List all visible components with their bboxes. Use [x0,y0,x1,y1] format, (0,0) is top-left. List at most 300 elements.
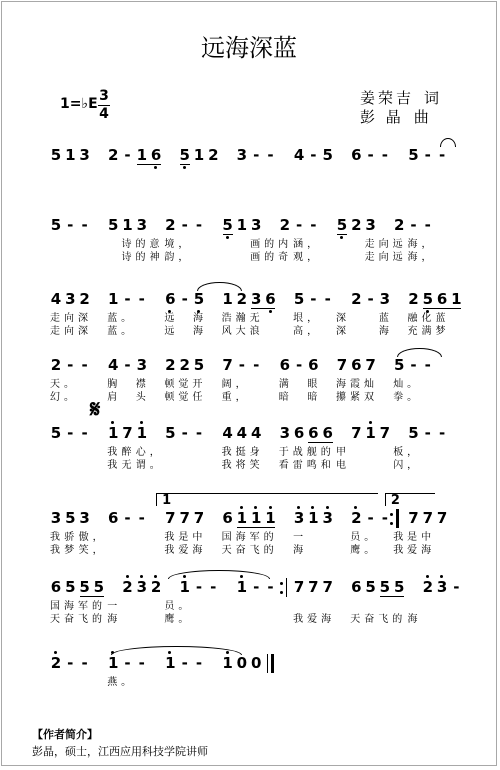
note: 5 [193,356,205,374]
lyric-line [2,544,496,558]
lyric-word: 蓝。 [107,326,136,337]
lyric-word: 海， [407,239,436,250]
note: 5 [422,290,434,308]
dash: - [310,216,317,234]
lyric-word: 观， [293,252,322,263]
notation-line [2,576,496,598]
note: 5 [322,146,333,164]
dash: - [81,654,88,672]
dash: - [181,290,188,308]
lyric-word: 海 [193,313,207,324]
lyric-word: 胸 [107,379,122,390]
note: 6 [322,424,333,442]
note: 5 [179,146,190,164]
time-denominator: 4 [99,106,109,122]
dash: - [381,509,388,527]
note: 5 [107,216,119,234]
dash: - [438,146,446,164]
note: 1 [365,424,376,442]
note: 3 [250,216,262,234]
note: 3 [279,424,291,442]
note: 1 [236,216,248,234]
note: 6 [293,424,305,442]
lyric-word: 境， [164,239,193,250]
lyric-word: 海 [293,545,308,556]
score-system [2,214,496,284]
dash: - [124,356,131,374]
dash: - [267,578,274,596]
lyric-word: 电 [336,460,350,471]
note: 5 [365,578,376,596]
lyric-word: 我 [107,460,122,471]
note: 2 [279,216,291,234]
lyric-line [2,446,496,460]
note: 4 [222,424,233,442]
lyric-word: 浩瀚无 [221,313,264,324]
note: 5 [379,578,391,596]
lyric-word: 满 [278,379,293,390]
note: 7 [336,356,348,374]
author-bio-text: 彭晶，硕士，江西应用科技学院讲师 [32,745,208,758]
note: 5 [93,578,105,596]
lyric-word: 天奋飞的 [350,614,407,625]
dash: - [424,216,431,234]
note: 2 [351,216,362,234]
rhythm-underline [251,308,275,309]
tie-slur [111,646,242,655]
note: 5 [50,216,62,234]
repeat-bar-line [286,578,287,597]
dash: - [453,578,460,596]
dash: - [424,146,431,164]
lyric-word: 顿觉任 [164,392,207,403]
rhythm-underline [223,234,233,235]
dash: - [253,578,260,596]
note: 7 [322,578,333,596]
lyric-word: 我 [107,447,122,458]
note: 1 [265,509,276,527]
lyric-line [2,325,496,339]
note: 5 [50,424,62,442]
segno-sign: 𝄋 [90,395,101,423]
note: 7 [436,509,448,527]
lyric-line [2,251,496,265]
note: 5 [336,216,348,234]
volta-bracket [385,493,435,506]
note: 1 [236,578,248,596]
key-signature: 1=♭E [60,96,98,112]
dash: - [195,424,203,442]
note: 3 [136,216,148,234]
lyric-word: 高， [293,326,322,337]
note: 1 [136,424,148,442]
note: 7 [193,509,205,527]
dash: - [195,654,203,672]
lyric-word: 天。 [50,379,78,390]
note: 2 [422,578,434,596]
lyric-word: 阔， [221,379,250,390]
note: 3 [65,290,76,308]
dash: - [67,216,74,234]
dash: - [81,356,88,374]
note: 1 [193,146,205,164]
note: 1 [250,509,262,527]
lyric-word: 深 [336,313,350,324]
lyric-word: 员。 [164,601,193,612]
lyric-word: 融化蓝 [407,313,450,324]
lyric-word: 一 [293,532,308,543]
note: 3 [322,509,333,527]
lyric-line [2,391,496,405]
lyric-word: 顿觉开 [164,379,207,390]
lyric-word: 傲， [78,532,107,543]
rhythm-underline [423,308,462,309]
rhythm-underline [308,442,332,443]
lyric-word: 一 [107,601,122,612]
note: 5 [408,146,419,164]
lyric-line [2,613,496,627]
dash: - [195,578,203,596]
dash: - [367,146,374,164]
note: 2 [50,356,62,374]
note: 5 [50,146,62,164]
dash: - [310,290,317,308]
dash: - [267,146,274,164]
lyric-word: 走向远 [364,252,407,263]
dash: - [253,146,260,164]
time-signature [98,89,110,122]
note: 7 [379,424,391,442]
lyric-word: 我挺身 [221,447,264,458]
notation-line [2,493,496,529]
note: 3 [136,578,148,596]
note: 7 [351,424,362,442]
dash: - [67,356,74,374]
note: 2 [236,290,248,308]
lyric-line [2,459,496,473]
final-bar-line [267,654,268,673]
volta-number: 2 [390,493,400,508]
lyric-word: 闪， [393,460,422,471]
note: 4 [50,290,62,308]
note: 7 [365,356,376,374]
note: 5 [65,509,76,527]
score-system [2,493,496,577]
lyric-word: 攥紧双 [336,392,378,403]
score-system [2,576,496,646]
note: 2 [408,290,419,308]
note: 6 [351,356,362,374]
rhythm-underline [180,164,190,165]
lyric-word: 诗的意 [121,239,164,250]
lyric-word: 肩 [107,392,122,403]
note: 2 [122,578,133,596]
score-sheet [1,1,497,766]
lyric-word: 远 [164,313,179,324]
time-numerator: 3 [99,88,109,104]
dash: - [181,216,188,234]
lyric-word: 国海军的 [221,532,278,543]
note: 3 [293,509,305,527]
note: 2 [393,216,405,234]
lyric-word: 诗的神 [121,252,164,263]
note: 7 [308,578,319,596]
lyric-word: 眼 [307,379,322,390]
dash: - [67,424,74,442]
lyric-word: 天奋飞的 [221,545,278,556]
dash: - [124,290,131,308]
dash: - [367,290,374,308]
lyric-word: 涵， [293,239,322,250]
lyric-word: 海霞灿 [336,379,378,390]
rhythm-underline [237,527,276,528]
note: 6 [279,356,291,374]
note: 7 [222,356,233,374]
repeat-dots [280,582,283,594]
note: 2 [79,290,90,308]
composer-credit [360,106,432,127]
lyric-word: 灿。 [393,379,422,390]
notation-line [2,144,496,166]
dash: - [438,424,446,442]
dash: - [124,146,131,164]
lyric-word: 风大浪 [221,326,264,337]
rhythm-underline [380,596,404,597]
note: 7 [408,509,419,527]
dash: - [424,424,431,442]
note: 1 [236,509,248,527]
note: 5 [165,424,176,442]
author-bio-heading: 【作者简介】 [32,728,98,741]
dash: - [324,290,331,308]
repeat-bar-line [396,509,399,528]
dash: - [67,654,74,672]
note: 1 [122,216,133,234]
note: 5 [393,356,405,374]
note: 5 [193,290,205,308]
dash: - [367,509,374,527]
note: 0 [236,654,248,672]
note: 3 [250,290,262,308]
note: 1 [65,146,76,164]
lyric-word: 无 [121,460,136,471]
volta-number: 1 [162,493,172,508]
lyric-word: 蓝。 [107,313,136,324]
note: 6 [265,290,276,308]
dash: - [310,146,317,164]
note: 7 [293,578,305,596]
note: 6 [308,356,319,374]
note: 2 [351,290,362,308]
note: 0 [250,654,262,672]
note: 6 [107,509,119,527]
note: 2 [150,578,162,596]
lyric-word: 走向远 [364,239,407,250]
note: 4 [250,424,262,442]
lyric-word: 我爱海 [164,545,207,556]
dash: - [295,216,303,234]
note: 6 [150,146,162,164]
volta-bracket [156,493,378,506]
note: 2 [50,654,62,672]
note: 6 [351,146,362,164]
note: 6 [351,578,362,596]
rhythm-underline [137,164,161,165]
lyric-word: 头 [135,392,150,403]
lyric-word: 我是中 [393,532,436,543]
note: 1 [107,654,119,672]
lyricist-role: 词 [424,89,443,107]
lyric-word: 我爱海 [393,545,436,556]
composer-name: 彭 晶 [360,108,404,126]
lyric-word: 天奋飞的 [50,614,106,625]
dash: - [181,654,188,672]
notation-line [2,354,496,376]
note: 6 [50,578,62,596]
note: 1 [136,146,148,164]
note: 3 [236,146,248,164]
note: 3 [365,216,376,234]
note: 3 [379,290,391,308]
note: 1 [222,654,233,672]
score-system [2,422,496,492]
note: 3 [50,509,62,527]
note: 1 [165,654,176,672]
lyric-word: 我爱海 [293,614,336,625]
note: 2 [208,146,219,164]
lyric-word: 板， [393,447,422,458]
lyric-word: 拳。 [393,392,422,403]
lyric-word: 国海军的 [50,601,106,612]
lyric-word: 海， [407,252,436,263]
tie-slur [440,138,456,147]
dash: - [124,509,131,527]
dash: - [424,356,431,374]
lyric-line [2,312,496,326]
lyric-word: 燕。 [107,677,136,688]
dash: - [181,424,188,442]
lyric-line [2,378,496,392]
lyric-word: 鹰。 [350,545,379,556]
score-system [2,144,496,214]
final-bar-line [271,654,274,673]
note: 2 [107,146,119,164]
note: 6 [165,290,176,308]
note: 2 [179,356,190,374]
note: 3 [79,146,90,164]
note: 2 [165,356,176,374]
lyric-word: 垠， [293,313,322,324]
lyric-word: 襟 [135,379,150,390]
score-system [2,354,496,424]
note: 2 [165,216,176,234]
dash: - [81,216,88,234]
note: 1 [107,290,119,308]
lyric-line [2,531,496,545]
lyric-line [2,238,496,252]
note: 5 [79,578,90,596]
lyric-word: 骄 [64,532,79,543]
lyric-word: 我是中 [164,532,207,543]
song-title: 远海深蓝 [201,34,297,62]
note: 1 [222,290,233,308]
lyric-word: 我 [50,545,64,556]
dash: - [124,654,131,672]
lyric-word: 看雷鸣和 [278,460,335,471]
note: 2 [351,509,362,527]
lyric-word: 我 [50,532,64,543]
dash: - [295,356,303,374]
lyric-word: 于战舰的 [278,447,335,458]
lyric-word: 画的奇 [250,252,293,263]
notation-line [2,288,496,310]
lyricist-credit [360,87,442,108]
lyric-word: 走向深 [50,326,92,337]
lyric-word: 走向深 [50,313,92,324]
notation-line [2,214,496,236]
dash: - [381,146,388,164]
lyric-word: 梦 [64,545,79,556]
lyric-line [2,600,496,614]
note: 1 [179,578,190,596]
note: 5 [408,424,419,442]
lyric-word: 暗 [307,392,322,403]
lyric-word: 暗 [278,392,293,403]
note: 4 [236,424,248,442]
lyric-word: 充满梦 [407,326,450,337]
lyric-line [2,676,496,690]
lyric-word: 海 [107,614,122,625]
lyric-word: 画的内 [250,239,293,250]
note: 1 [308,509,319,527]
dash: - [138,290,145,308]
note: 5 [222,216,233,234]
lyric-word: 海 [193,326,207,337]
note: 7 [122,424,133,442]
dash: - [410,216,417,234]
lyric-word: 鹰。 [164,614,193,625]
note: 6 [308,424,319,442]
repeat-dots [390,513,393,525]
dash: - [195,216,203,234]
rhythm-underline [80,596,104,597]
dash: - [138,654,145,672]
note: 7 [179,509,190,527]
dash: - [138,509,145,527]
note: 1 [451,290,462,308]
lyric-word: 蓝 [378,313,393,324]
dash: - [410,356,417,374]
score-system [2,652,496,722]
lyric-word: 谓。 [135,460,164,471]
dash: - [238,356,245,374]
lyric-word: 深 [336,326,350,337]
note: 6 [436,290,448,308]
notation-line [2,652,496,674]
note: 5 [293,290,305,308]
lyric-word: 海 [378,326,393,337]
note: 4 [107,356,119,374]
note: 3 [136,356,148,374]
lyric-word: 海 [407,614,422,625]
dash: - [210,578,217,596]
note: 1 [107,424,119,442]
lyric-word: 心， [135,447,164,458]
note: 7 [165,509,176,527]
note: 3 [436,578,448,596]
note: 5 [393,578,405,596]
lyric-word: 我将笑 [221,460,264,471]
